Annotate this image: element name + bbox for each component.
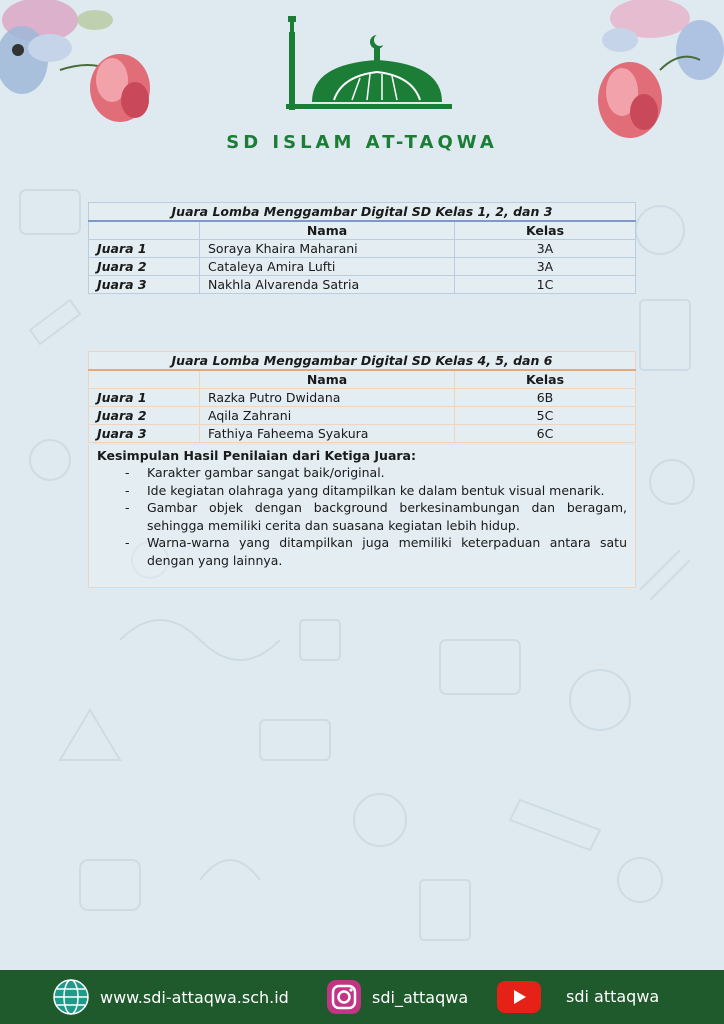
name-cell: Soraya Khaira Maharani [200,240,455,258]
table-row [89,258,636,276]
website-text: www.sdi-attaqwa.sch.id [100,987,289,1007]
class-cell: 3A [455,240,636,258]
table-caption: Juara Lomba Menggambar Digital SD Kelas 4, 5, dan 6 [89,352,636,371]
rank-cell: Juara 1 [89,240,200,258]
bullet-dash: - [125,465,130,480]
list-item-text: Warna-warna yang ditampilkan juga memiliki keterpaduan antara satu dengan yang lainnya. [147,535,627,568]
school-name: SD ISLAM AT-TAQWA [226,132,498,153]
table-caption: Juara Lomba Menggambar Digital SD Kelas 1, 2, dan 3 [89,203,636,222]
list-item [119,534,627,569]
footer-instagram-link[interactable] [326,979,468,1015]
list-item [119,482,627,500]
summary-section [88,445,636,588]
winners-table-grade-4-6 [88,351,636,443]
name-cell: Aqila Zahrani [200,407,455,425]
name-cell: Cataleya Amira Lufti [200,258,455,276]
bullet-dash: - [125,482,130,498]
flower-decoration-left [0,0,160,140]
rank-cell: Juara 3 [89,425,200,443]
class-cell: 5C [455,407,636,425]
table-row [89,276,636,294]
rank-cell: Juara 2 [89,258,200,276]
footer-youtube-link[interactable] [496,980,542,1014]
rank-cell: Juara 3 [89,276,200,294]
list-item-text: Karakter gambar sangat baik/original. [147,465,385,480]
bullet-dash: - [125,535,130,550]
footer-website-link[interactable] [52,978,289,1016]
list-item-text: Gambar objek dengan background berkesinambungan dan beragam, sehingga memiliki cerita dan suasana kegiatan lebih hidup. [147,500,627,533]
footer-bar [0,970,724,1024]
rank-cell: Juara 2 [89,407,200,425]
class-cell: 1C [455,276,636,294]
table-row [89,389,636,407]
instagram-icon [326,979,362,1015]
school-logo-mosque-icon [282,14,452,114]
winners-table-grade-1-3 [88,202,636,294]
column-header-name: Nama [200,370,455,389]
youtube-text[interactable]: sdi attaqwa [566,987,660,1006]
class-cell: 6B [455,389,636,407]
rank-cell: Juara 1 [89,389,200,407]
name-cell: Nakhla Alvarenda Satria [200,276,455,294]
class-cell: 6C [455,425,636,443]
flower-decoration-right [560,0,724,150]
column-header-class: Kelas [455,221,636,240]
summary-title: Kesimpulan Hasil Penilaian dari Ketiga Juara: [97,448,416,463]
class-cell: 3A [455,258,636,276]
list-item-text: Ide kegiatan olahraga yang ditampilkan ke dalam bentuk visual menarik. [147,482,605,498]
summary-list [97,464,627,569]
list-item [119,499,627,534]
name-cell: Razka Putro Dwidana [200,389,455,407]
list-item [119,464,627,482]
table-row [89,240,636,258]
table-row [89,425,636,443]
header-empty-cell [89,221,200,240]
column-header-name: Nama [200,221,455,240]
globe-icon [52,978,90,1016]
instagram-text: sdi_attaqwa [372,987,469,1007]
column-header-class: Kelas [455,370,636,389]
youtube-icon [496,980,542,1014]
name-cell: Fathiya Faheema Syakura [200,425,455,443]
table-row [89,407,636,425]
header-empty-cell [89,370,200,389]
bullet-dash: - [125,500,130,515]
